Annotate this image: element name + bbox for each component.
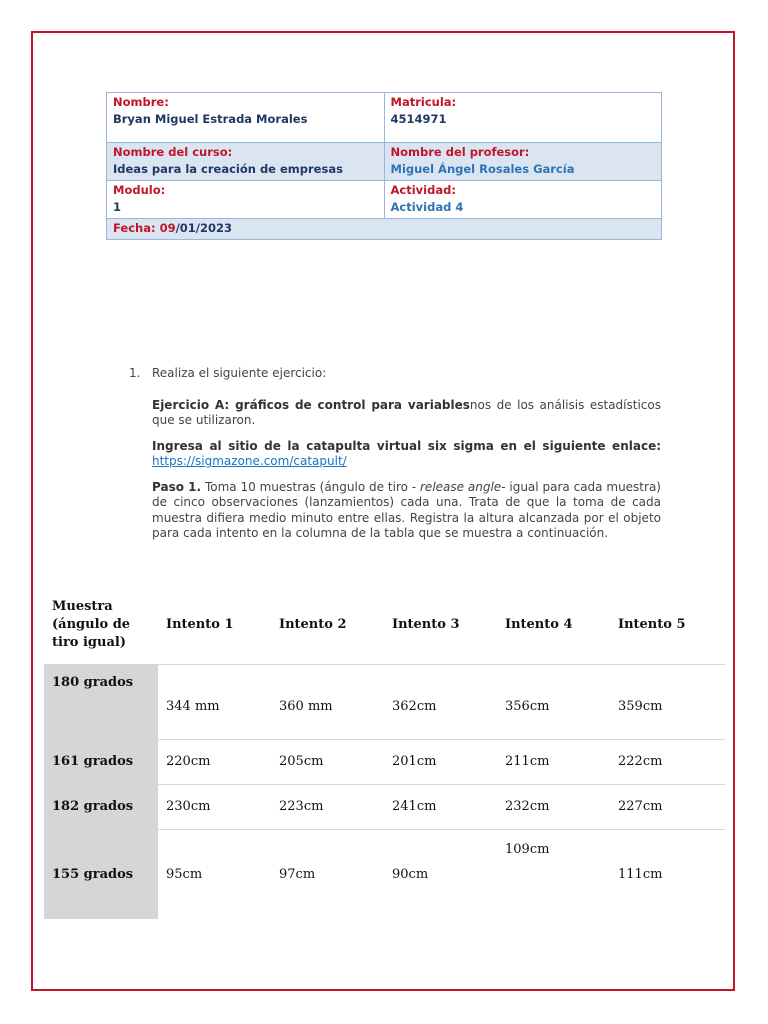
profesor-value: Miguel Ángel Rosales García	[390, 162, 575, 176]
paso-paragraph	[152, 480, 661, 542]
header-intento-5: Intento 5	[618, 616, 686, 632]
table-header-row	[44, 586, 725, 664]
row-label: 182 grados	[44, 784, 158, 829]
ingresa-text: Ingresa al sitio de la catapulta virtual six sigma en el siguiente enlace:	[152, 438, 661, 453]
matricula-value: 4514971	[390, 112, 447, 126]
table-cell: 90cm	[384, 829, 497, 919]
ejercicio-paragraph	[152, 398, 661, 429]
table-cell: 223cm	[271, 784, 384, 829]
row-label: 161 grados	[44, 739, 158, 784]
row-label: 155 grados	[44, 829, 158, 919]
actividad-value: Actividad 4	[390, 200, 464, 214]
table-cell: 205cm	[271, 739, 384, 784]
nombre-label: Nombre:	[113, 95, 169, 109]
actividad-cell	[384, 181, 662, 219]
paso-text-2: - igual para cada muestra) de cinco observaciones (lanzamientos) cada una. Trata de que la toma de cada muestra difiera medio minuto entre ellas. Registra la altura alcanzada por el objeto para cada intento en la columna de la tabla que se muestra a continuación.	[152, 479, 661, 540]
ejercicio-title: Ejercicio A: gráficos de control para variables	[152, 397, 470, 412]
table-cell: 222cm	[610, 739, 725, 784]
paso-label: Paso 1.	[152, 479, 202, 494]
table-cell: 109cm	[497, 829, 610, 919]
matricula-cell	[384, 93, 662, 143]
matricula-label: Matricula:	[390, 95, 457, 109]
table-cell: 232cm	[497, 784, 610, 829]
header-muestra: Muestra (ángulo de tiro igual)	[52, 598, 131, 650]
table-cell: 201cm	[384, 739, 497, 784]
list-item	[129, 366, 661, 382]
nombre-cell	[107, 93, 385, 143]
row-label: 180 grados	[44, 664, 158, 739]
catapult-link[interactable]: https://sigmazone.com/catapult/	[152, 454, 347, 468]
table-cell: 241cm	[384, 784, 497, 829]
actividad-label: Actividad:	[390, 183, 456, 197]
table-row	[44, 664, 725, 739]
profesor-label: Nombre del profesor:	[390, 145, 530, 159]
fecha-cell	[107, 219, 662, 240]
paso-text-1: Toma 10 muestras (ángulo de tiro -	[204, 479, 420, 494]
fecha-day: 09	[159, 221, 176, 235]
curso-label: Nombre del curso:	[113, 145, 233, 159]
profesor-cell	[384, 143, 662, 181]
table-row	[44, 829, 725, 919]
exercise-content	[129, 366, 661, 552]
fecha-label: Fecha:	[113, 221, 160, 235]
paso-italic: release angle	[420, 479, 502, 494]
table-cell: 359cm	[610, 664, 725, 739]
header-intento-3: Intento 3	[392, 616, 460, 632]
table-cell: 356cm	[497, 664, 610, 739]
fecha-rest: /01/2023	[175, 221, 232, 235]
nombre-value: Bryan Miguel Estrada Morales	[113, 112, 308, 126]
table-cell: 360 mm	[271, 664, 384, 739]
student-info-table	[106, 92, 662, 240]
table-cell: 95cm	[158, 829, 271, 919]
table-cell: 344 mm	[158, 664, 271, 739]
list-text: Realiza el siguiente ejercicio:	[152, 366, 327, 380]
table-cell: 97cm	[271, 829, 384, 919]
table-cell: 220cm	[158, 739, 271, 784]
table-row	[44, 784, 725, 829]
header-intento-1: Intento 1	[166, 616, 234, 632]
ejercicio-rest: nos de los análisis estadísticos que se utilizaron.	[152, 397, 661, 427]
modulo-cell	[107, 181, 385, 219]
modulo-value: 1	[113, 200, 122, 214]
list-number: 1.	[129, 366, 141, 380]
table-cell: 111cm	[610, 829, 725, 919]
table-cell: 362cm	[384, 664, 497, 739]
header-intento-2: Intento 2	[279, 616, 347, 632]
table-cell: 227cm	[610, 784, 725, 829]
curso-value: Ideas para la creación de empresas	[113, 162, 343, 176]
table-row	[44, 739, 725, 784]
table-cell: 211cm	[497, 739, 610, 784]
modulo-label: Modulo:	[113, 183, 166, 197]
ingresa-paragraph	[152, 439, 661, 470]
curso-cell	[107, 143, 385, 181]
samples-table	[44, 586, 725, 919]
table-cell: 230cm	[158, 784, 271, 829]
header-intento-4: Intento 4	[505, 616, 573, 632]
